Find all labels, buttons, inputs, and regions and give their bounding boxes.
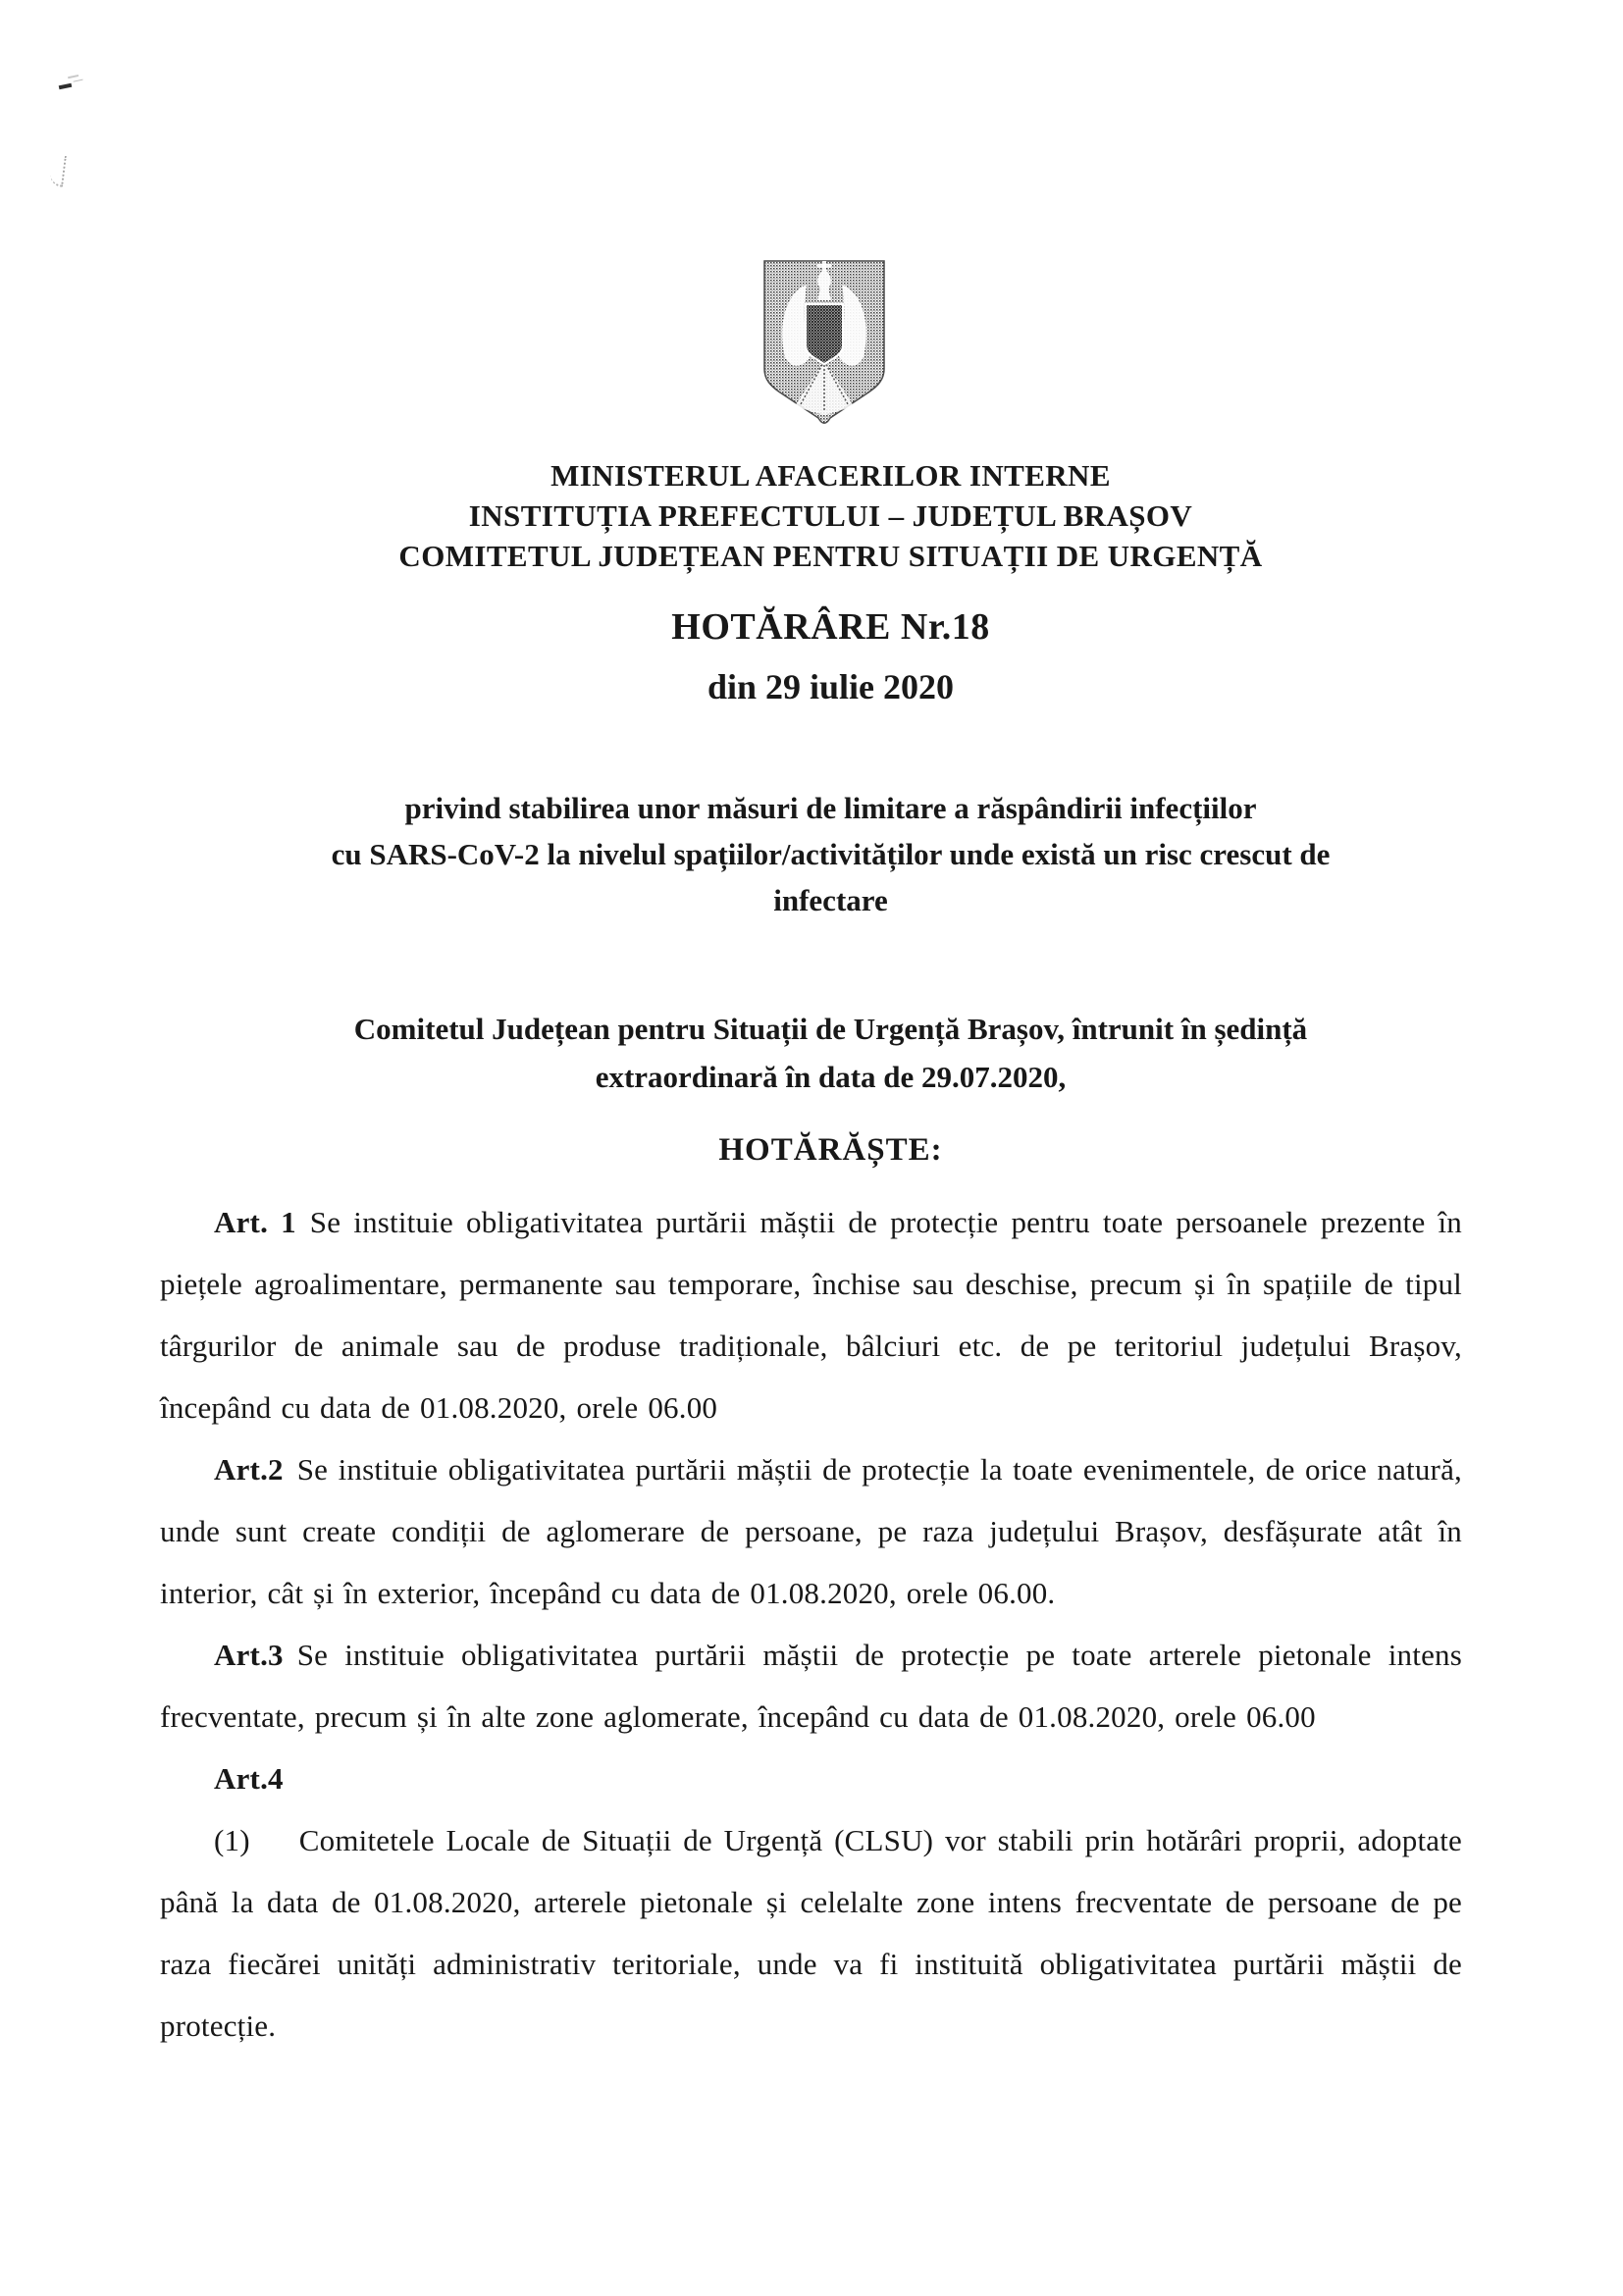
coat-of-arms-emblem bbox=[761, 259, 887, 428]
article-2-text: Se instituie obligativitatea purtării măștii de protecție la toate evenimentele, de orice natură, unde sunt create condiții de aglomerare de persoane, pe raza județului Brașov, desfășurate atât în interior, cât și în exterior, începând cu data de 01.08.2020, orele 06.00. bbox=[160, 1452, 1462, 1610]
preamble bbox=[180, 1005, 1482, 1101]
paragraph-1-text: Comitetele Locale de Situații de Urgență (CLSU) vor stabili prin hotărâri proprii, adoptate până la data de 01.08.2020, arterele pietonale și celelalte zone intens frecventate de persoane de pe raza fiecărei unități administrativ teritoriale, unde va fi instituită obligativitatea purtării măștii de protecție. bbox=[160, 1823, 1462, 2043]
header-institution: INSTITUȚIA PREFECTULUI – JUDEȚUL BRAȘOV bbox=[468, 498, 1193, 533]
subject-line: infectare bbox=[773, 883, 888, 917]
scan-artifact-dash bbox=[59, 83, 73, 90]
decision-number: HOTĂRÂRE Nr.18 bbox=[671, 606, 990, 648]
preamble-line: Comitetul Județean pentru Situații de Urgență Brașov, întrunit în ședință bbox=[353, 1012, 1308, 1046]
decision-title bbox=[180, 602, 1482, 710]
article-1-label: Art. 1 bbox=[214, 1205, 296, 1239]
decision-body bbox=[160, 1191, 1462, 2057]
paragraph-1-label: (1) bbox=[214, 1823, 250, 1857]
article-4-paragraph-1 bbox=[160, 1809, 1462, 2057]
article-2 bbox=[160, 1438, 1462, 1624]
article-3 bbox=[160, 1624, 1462, 1748]
romanian-eagle-icon bbox=[761, 259, 887, 428]
decision-subject bbox=[180, 785, 1482, 923]
article-1 bbox=[160, 1191, 1462, 1438]
preamble-line: extraordinară în data de 29.07.2020, bbox=[595, 1060, 1067, 1094]
scan-artifact-curl bbox=[49, 154, 67, 186]
header-ministry: MINISTERUL AFACERILOR INTERNE bbox=[550, 458, 1111, 493]
document-header bbox=[180, 455, 1482, 576]
decision-date: din 29 iulie 2020 bbox=[707, 667, 955, 706]
decision-heading: HOTĂRĂȘTE: bbox=[718, 1132, 943, 1168]
subject-line: cu SARS-CoV-2 la nivelul spațiilor/activităților unde există un risc crescut de bbox=[331, 837, 1331, 871]
subject-line: privind stabilirea unor măsuri de limitare a răspândirii infecțiilor bbox=[404, 791, 1257, 825]
article-1-text: Se instituie obligativitatea purtării măștii de protecție pentru toate persoanele prezente în piețele agroalimentare, permanente sau temporare, închise sau deschise, precum și în spațiile de tipul târgurilor de animale sau de produse tradiționale, bâlciuri etc. de pe teritoriul județului Brașov, începând cu data de 01.08.2020, orele 06.00 bbox=[160, 1205, 1463, 1425]
article-4 bbox=[160, 1748, 1462, 1809]
article-2-label: Art.2 bbox=[214, 1452, 284, 1487]
article-3-label: Art.3 bbox=[214, 1638, 284, 1672]
article-3-text: Se instituie obligativitatea purtării măștii de protecție pe toate arterele pietonale intens frecventate, precum și în alte zone aglomerate, începând cu data de 01.08.2020, orele 06.00 bbox=[160, 1638, 1462, 1734]
article-4-label: Art.4 bbox=[214, 1761, 284, 1796]
header-committee: COMITETUL JUDEȚEAN PENTRU SITUAȚII DE URGENȚĂ bbox=[398, 539, 1263, 573]
